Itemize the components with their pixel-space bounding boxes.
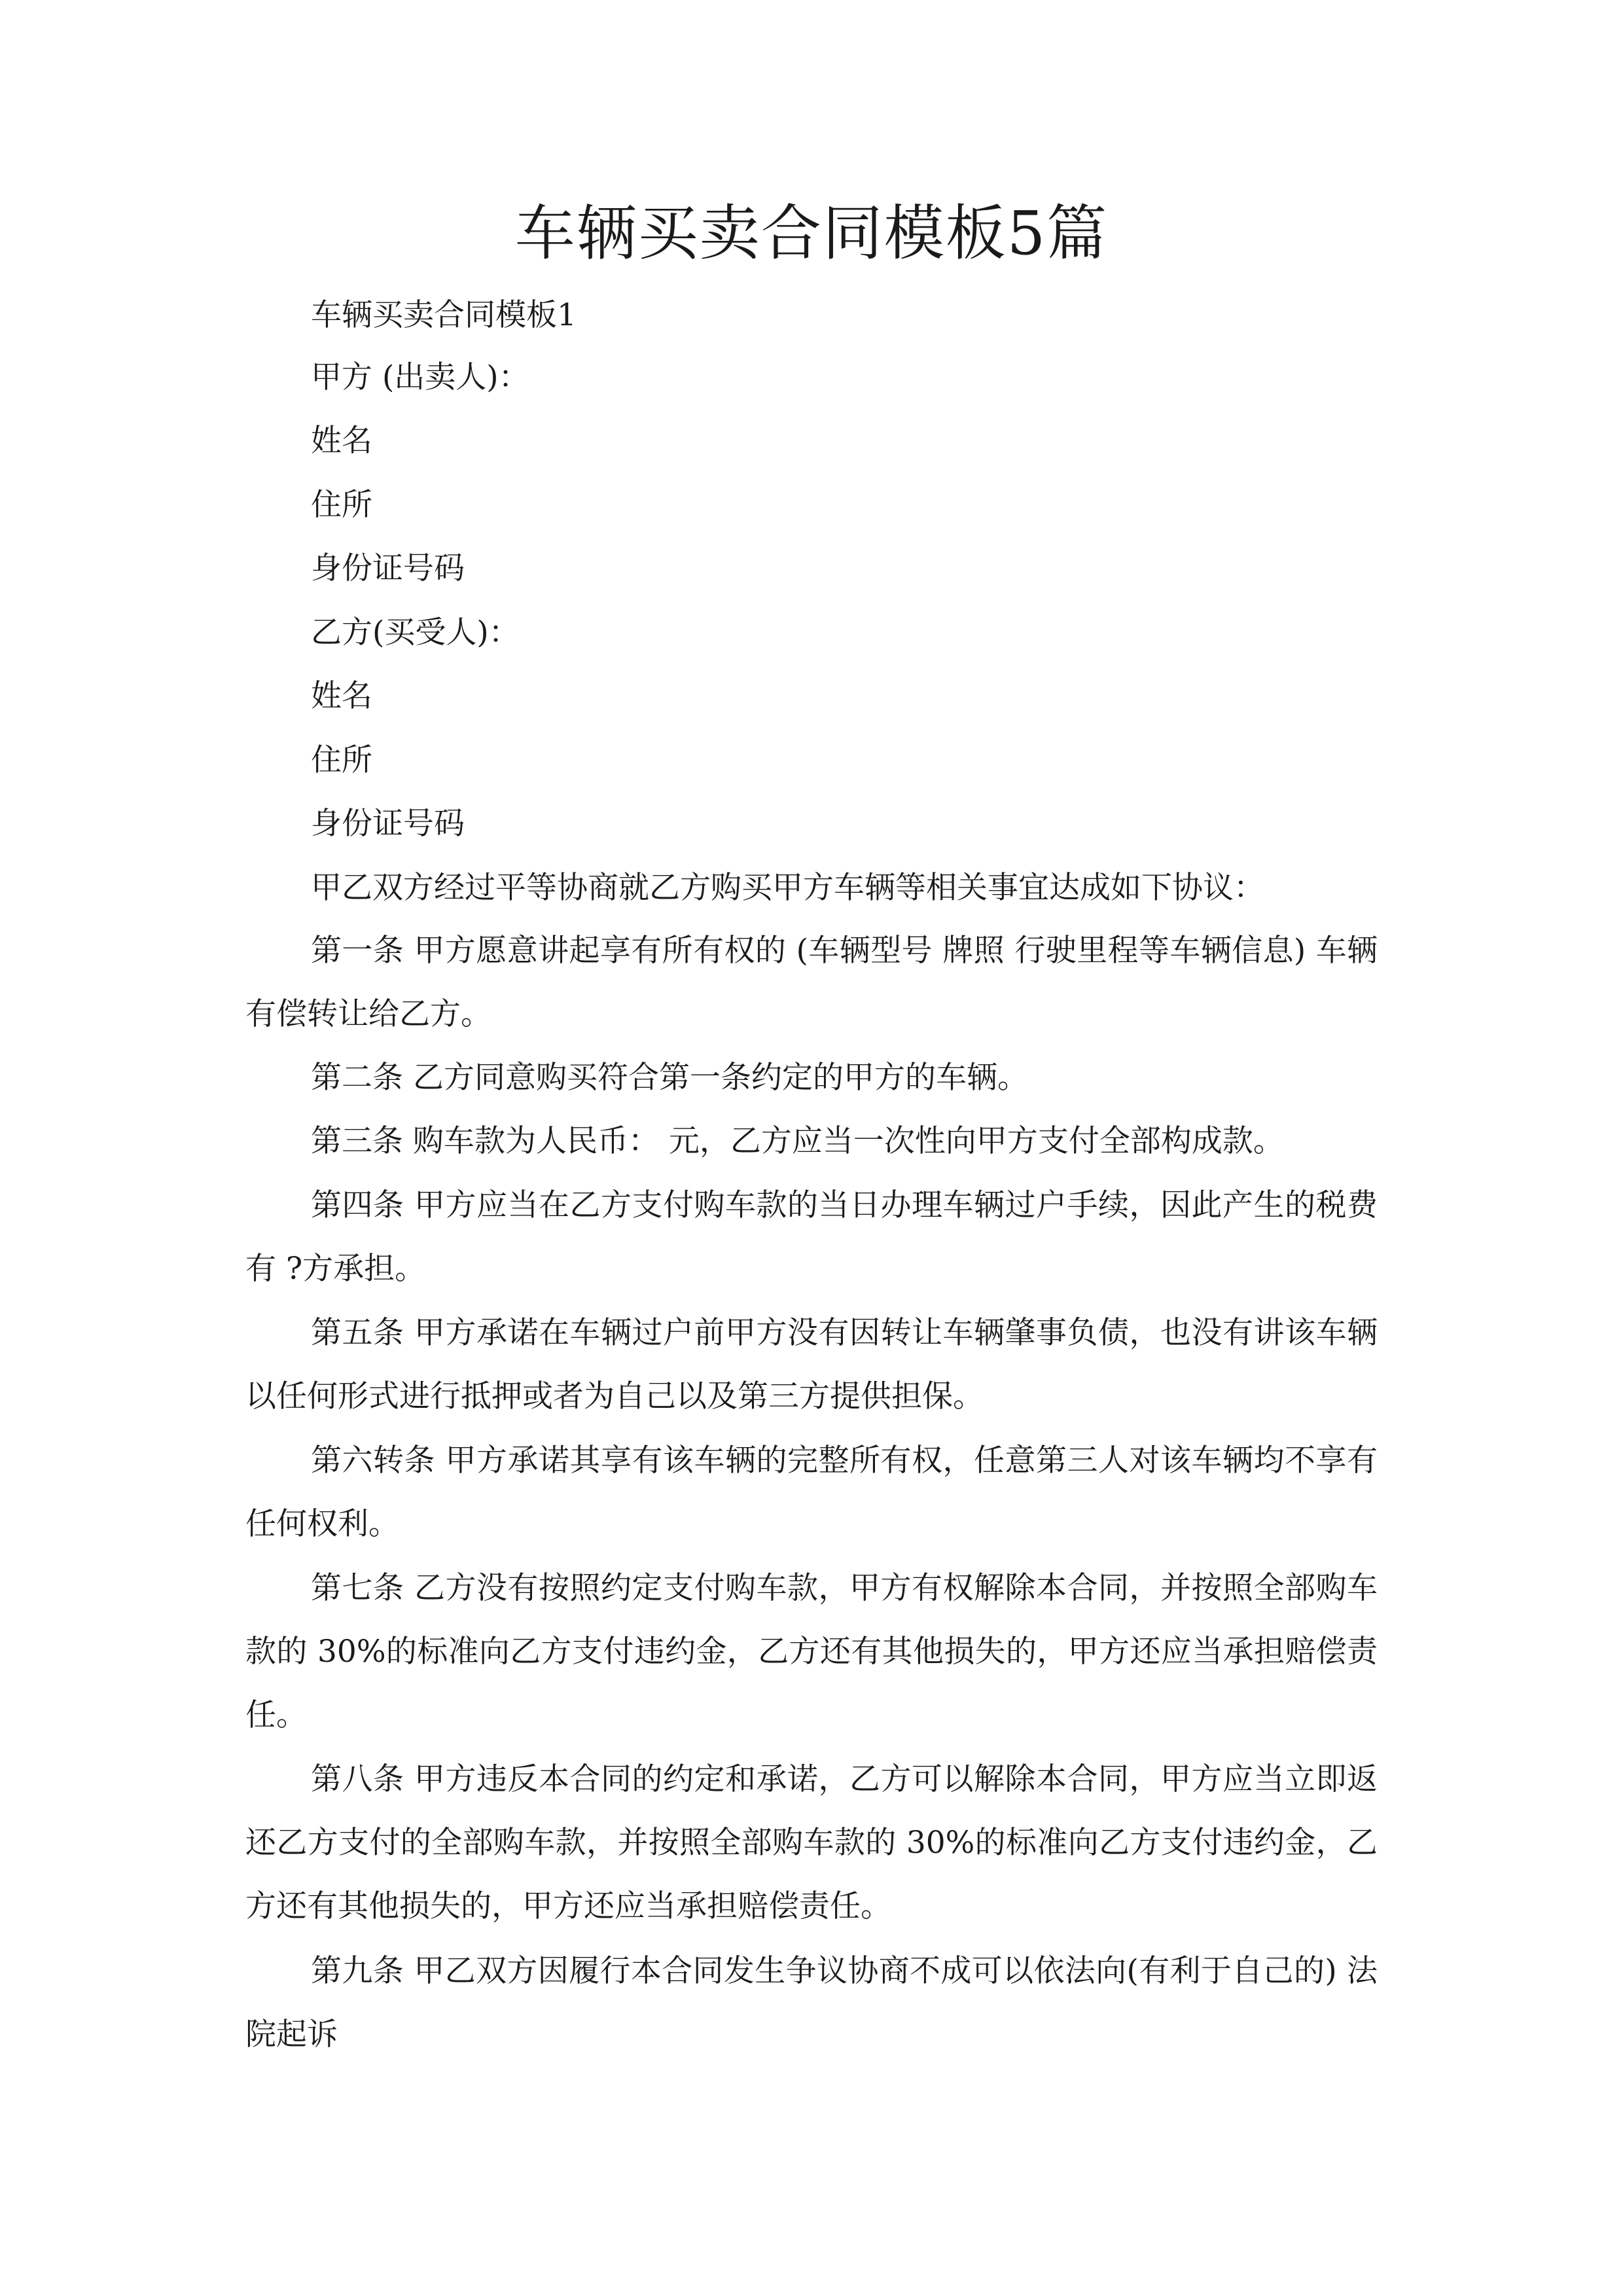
clause-4: 第四条 甲方应当在乙方支付购车款的当日办理车辆过户手续，因此产生的税费有 ?方承担。 [245,1187,1378,1287]
party-a-heading: 甲方 (出卖人)： [311,359,529,395]
clause-5: 第五条 甲方承诺在车辆过户前甲方没有因转让车辆肇事负债，也没有讲该车辆以任何形式进行抵押或者为自己以及第三方提供担保。 [245,1315,1378,1414]
party-b-address-label: 住所 [311,742,372,778]
party-b-name-label: 姓名 [311,678,372,714]
party-a-id-label: 身份证号码 [311,550,465,586]
party-a-name-label: 姓名 [311,423,372,459]
clause-6: 第六转条 甲方承诺其享有该车辆的完整所有权，任意第三人对该车辆均不享有任何权利。 [245,1443,1378,1542]
agreement-intro: 甲乙双方经过平等协商就乙方购买甲方车辆等相关事宜达成如下协议： [311,870,1264,906]
party-b-heading: 乙方(买受人)： [311,615,520,651]
clause-8: 第八条 甲方违反本合同的约定和承诺，乙方可以解除本合同，甲方应当立即返还乙方支付的全部购车款，并按照全部购车款的 30%的标准向乙方支付违约金，乙方还有其他损失的，甲方还应当承担赔偿责任。 [245,1761,1378,1924]
party-a-address-label: 住所 [311,487,372,523]
section-heading: 车辆买卖合同模板1 [311,297,577,333]
document-title: 车辆买卖合同模板5篇 [514,198,1109,268]
party-b-id-label: 身份证号码 [311,806,465,842]
clause-9: 第九条 甲乙双方因履行本合同发生争议协商不成可以依法向(有利于自己的) 法院起诉 [245,1953,1378,2053]
clause-7: 第七条 乙方没有按照约定支付购车款，甲方有权解除本合同，并按照全部购车款的 30%的标准向乙方支付违约金，乙方还有其他损失的，甲方还应当承担赔偿责任。 [245,1570,1378,1733]
clause-3: 第三条 购车款为人民币： 元，乙方应当一次性向甲方支付全部构成款。 [311,1123,1284,1159]
clause-1: 第一条 甲方愿意讲起享有所有权的 (车辆型号 牌照 行驶里程等车辆信息) 车辆有偿转让给乙方。 [245,933,1378,1032]
clause-2: 第二条 乙方同意购买符合第一条约定的甲方的车辆。 [311,1060,1028,1096]
